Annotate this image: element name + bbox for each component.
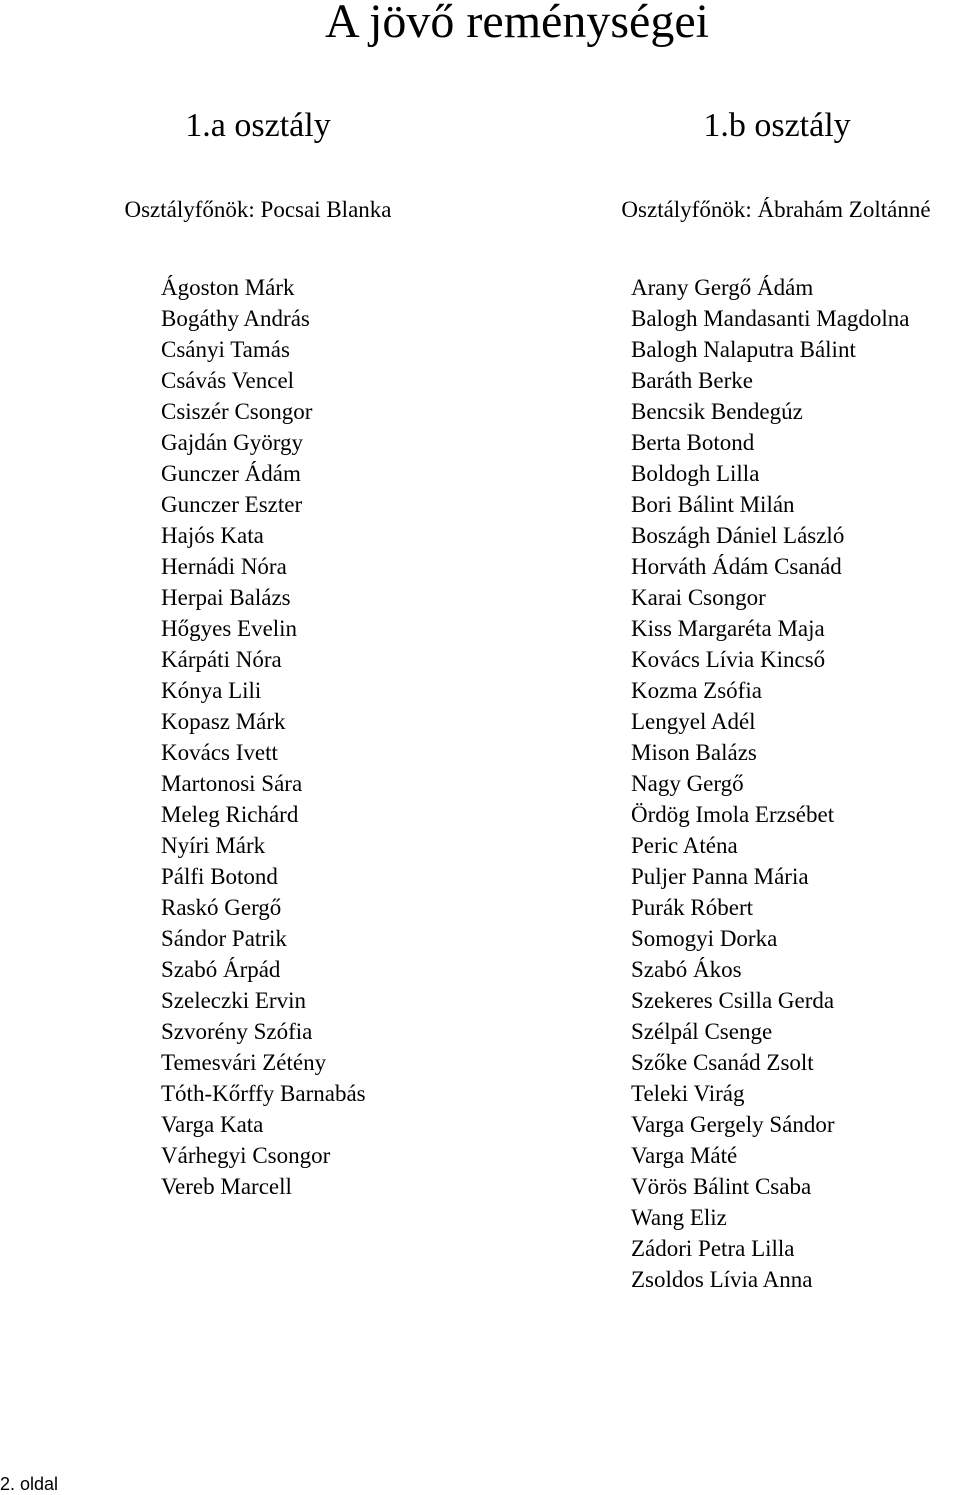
student-name: Karai Csongor xyxy=(631,585,766,610)
class-1a-heading: 1.a osztály xyxy=(185,107,331,144)
student-name: Tóth-Kőrffy Barnabás xyxy=(161,1081,366,1106)
student-name: Vörös Bálint Csaba xyxy=(631,1174,812,1199)
student-name: Nagy Gergő xyxy=(631,771,744,796)
student-name: Bogáthy András xyxy=(161,306,310,331)
student-name: Szőke Csanád Zsolt xyxy=(631,1050,814,1075)
student-name: Bencsik Bendegúz xyxy=(631,399,803,424)
student-name: Szvorény Szófia xyxy=(161,1019,313,1044)
student-name: Temesvári Zétény xyxy=(161,1050,327,1075)
student-name: Horváth Ádám Csanád xyxy=(631,554,842,579)
student-name: Zsoldos Lívia Anna xyxy=(631,1267,813,1292)
student-name: Hőgyes Evelin xyxy=(161,616,298,641)
class-1b-heading: 1.b osztály xyxy=(703,107,851,144)
student-name: Balogh Nalaputra Bálint xyxy=(631,337,856,362)
student-name: Martonosi Sára xyxy=(161,771,303,796)
student-name: Raskó Gergő xyxy=(161,895,282,920)
student-name: Kárpáti Nóra xyxy=(161,647,282,672)
student-name: Peric Aténa xyxy=(631,833,738,858)
student-name: Kiss Margaréta Maja xyxy=(631,616,825,641)
student-name: Berta Botond xyxy=(631,430,755,455)
student-name: Lengyel Adél xyxy=(631,709,756,734)
student-name: Varga Máté xyxy=(631,1143,738,1168)
page-number: 2. oldal xyxy=(0,1474,59,1494)
student-name: Várhegyi Csongor xyxy=(161,1143,331,1168)
student-name: Ördög Imola Erzsébet xyxy=(631,802,835,827)
student-name: Kovács Ivett xyxy=(161,740,278,765)
student-name: Szélpál Csenge xyxy=(631,1019,773,1044)
student-name: Boldogh Lilla xyxy=(631,461,760,486)
student-name: Zádori Petra Lilla xyxy=(631,1236,795,1261)
student-name: Boszágh Dániel László xyxy=(631,523,845,548)
student-name: Somogyi Dorka xyxy=(631,926,778,951)
student-name: Kovács Lívia Kincső xyxy=(631,647,826,672)
student-name: Kozma Zsófia xyxy=(631,678,762,703)
student-name: Csiszér Csongor xyxy=(161,399,313,424)
student-name: Puljer Panna Mária xyxy=(631,864,809,889)
student-name: Arany Gergő Ádám xyxy=(631,275,814,300)
student-name: Csávás Vencel xyxy=(161,368,295,393)
student-name: Gajdán György xyxy=(161,430,304,455)
student-name: Vereb Marcell xyxy=(161,1174,292,1199)
student-name: Varga Gergely Sándor xyxy=(631,1112,835,1137)
student-name: Hajós Kata xyxy=(161,523,264,548)
student-name: Sándor Patrik xyxy=(161,926,287,951)
class-1a-teacher: Osztályfőnök: Pocsai Blanka xyxy=(124,197,392,222)
student-name: Purák Róbert xyxy=(631,895,754,920)
student-name: Szabó Ákos xyxy=(631,957,742,982)
student-name: Teleki Virág xyxy=(631,1081,745,1106)
student-name: Nyíri Márk xyxy=(161,833,266,858)
student-name: Szeleczki Ervin xyxy=(161,988,306,1013)
student-name: Csányi Tamás xyxy=(161,337,290,362)
student-name: Ágoston Márk xyxy=(161,275,295,300)
student-name: Meleg Richárd xyxy=(161,802,299,827)
student-name: Gunczer Ádám xyxy=(161,461,301,486)
class-1a-student-list xyxy=(161,272,366,1202)
class-1b-student-list xyxy=(631,272,910,1295)
student-name: Pálfi Botond xyxy=(161,864,278,889)
student-name: Wang Eliz xyxy=(631,1205,727,1230)
student-name: Szekeres Csilla Gerda xyxy=(631,988,835,1013)
student-name: Kopasz Márk xyxy=(161,709,286,734)
student-name: Balogh Mandasanti Magdolna xyxy=(631,306,910,331)
student-name: Hernádi Nóra xyxy=(161,554,287,579)
student-name: Bori Bálint Milán xyxy=(631,492,795,517)
student-name: Gunczer Eszter xyxy=(161,492,303,517)
student-name: Baráth Berke xyxy=(631,368,753,393)
student-name: Varga Kata xyxy=(161,1112,264,1137)
class-1b-teacher: Osztályfőnök: Ábrahám Zoltánné xyxy=(621,197,931,222)
student-name: Herpai Balázs xyxy=(161,585,291,610)
student-name: Mison Balázs xyxy=(631,740,757,765)
page-title: A jövő reménységei xyxy=(325,0,709,48)
student-name: Kónya Lili xyxy=(161,678,262,703)
student-name: Szabó Árpád xyxy=(161,957,281,982)
